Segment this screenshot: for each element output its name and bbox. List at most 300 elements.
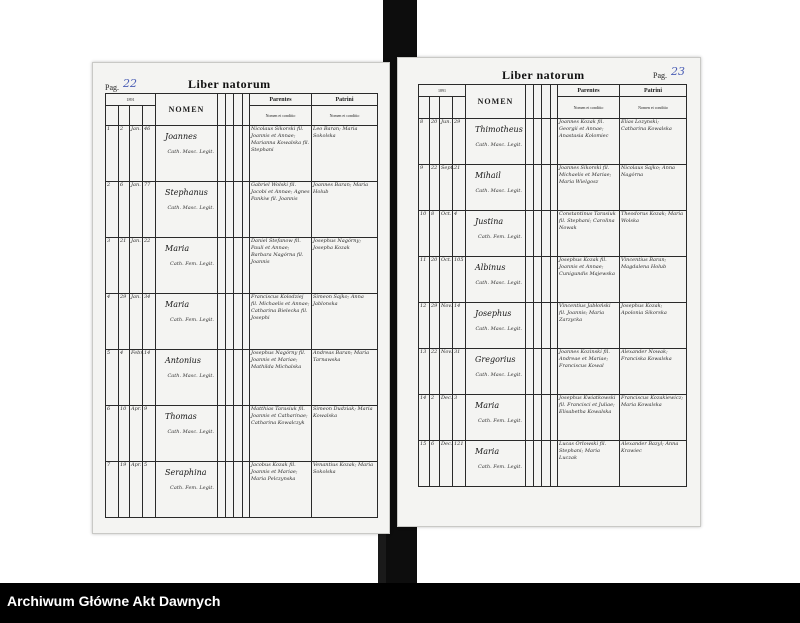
table-row	[106, 462, 378, 518]
page-label: Pag.	[105, 83, 119, 92]
religion-mark	[226, 294, 234, 350]
entry-number	[106, 182, 119, 238]
house-number-text: 77	[144, 182, 151, 188]
legitimacy-mark	[542, 211, 551, 257]
godparents-entry	[620, 211, 687, 257]
toro-mark	[551, 257, 558, 303]
table-row	[419, 303, 687, 349]
entry-number-text: 3	[107, 238, 111, 244]
child-name	[466, 441, 526, 487]
entry-number	[106, 350, 119, 406]
birth-day	[119, 406, 130, 462]
godparents-entry-text: Elias Lozynski; Catharina Kowalska	[621, 119, 672, 132]
house-column-header	[143, 106, 156, 126]
birth-month	[130, 126, 143, 182]
birth-month-text: Apr.	[131, 462, 142, 468]
child-name-text: Maria	[165, 300, 190, 309]
religion-mark	[534, 349, 542, 395]
right-page	[397, 57, 701, 527]
parents-entry-text: Jacobus Kozak fil. Joannis et Mariae; Maria Pelczynska	[251, 462, 298, 482]
entry-number	[419, 257, 430, 303]
birth-day-text: 21	[120, 238, 127, 244]
child-name	[466, 303, 526, 349]
house-number-text: 29	[454, 119, 461, 125]
birth-month	[130, 294, 143, 350]
patrini-header: Patrini	[312, 94, 378, 106]
table-row	[106, 406, 378, 462]
parents-entry	[250, 462, 312, 518]
year-header: 1891	[419, 85, 466, 97]
child-condition: Cath. Fem. Legit.	[170, 317, 214, 323]
child-name-text: Seraphina	[165, 468, 207, 477]
child-condition: Cath. Masc. Legit.	[167, 205, 214, 211]
toro-mark	[243, 406, 250, 462]
birth-month	[440, 441, 453, 487]
register-table	[105, 93, 378, 518]
house-number-text: 22	[144, 238, 151, 244]
entry-number-text: 15	[420, 441, 427, 447]
patrini-subheader: Nomen et conditio	[312, 106, 378, 126]
godparents-entry-text: Josephus Nagórny; Josepha Kozak	[313, 238, 362, 251]
entry-number-text: 7	[107, 462, 111, 468]
parents-entry	[250, 182, 312, 238]
legitimacy-mark	[234, 462, 243, 518]
child-condition: Cath. Masc. Legit.	[167, 429, 214, 435]
godparents-entry-text: Alexander Bazyl; Anna Krawiec	[621, 441, 679, 454]
page-title: Liber natorum	[188, 77, 271, 91]
godparents-entry-text: Alexander Nowak; Franciska Kowalska	[621, 349, 672, 362]
entry-number	[106, 462, 119, 518]
godparents-entry-text: Josephus Kozak; Apolonia Sikorska	[621, 303, 667, 316]
entry-number	[106, 126, 119, 182]
house-number-text: 21	[454, 165, 461, 171]
parents-entry-text: Vincentius Jabłoński fil. Joannis; Maria Zarzycka	[559, 303, 611, 323]
birth-day	[119, 350, 130, 406]
legitimacy-mark	[542, 119, 551, 165]
legitimacy-mark	[542, 257, 551, 303]
toro-mark	[551, 395, 558, 441]
house-number	[453, 395, 466, 441]
godparents-entry	[312, 126, 378, 182]
birth-month	[440, 119, 453, 165]
godparents-entry	[312, 462, 378, 518]
religion-mark	[226, 182, 234, 238]
godparents-entry-text: Simeon Dudziak; Maria Kowalska	[313, 406, 373, 419]
toro-mark	[243, 462, 250, 518]
parents-entry	[558, 395, 620, 441]
parents-entry-text: Matthias Tarasiuk fil. Joannis et Catharinae; Catharina Kowalczyk	[251, 406, 308, 426]
month-column-header	[440, 97, 453, 119]
parents-entry	[558, 119, 620, 165]
child-name-text: Maria	[475, 447, 500, 456]
godparents-entry-text: Vincentius Baran; Magdalena Holub	[621, 257, 667, 270]
child-name-text: Justina	[475, 217, 504, 226]
parents-entry	[558, 303, 620, 349]
child-name-text: Gregorius	[475, 355, 516, 364]
gender-mark	[526, 395, 534, 441]
entry-number-text: 4	[107, 294, 111, 300]
house-number	[143, 294, 156, 350]
child-condition: Cath. Masc. Legit.	[475, 372, 522, 378]
parents-entry	[250, 406, 312, 462]
toro-mark	[243, 126, 250, 182]
child-name-text: Joannes	[165, 132, 197, 141]
entry-number-text: 13	[420, 349, 427, 355]
parents-entry-text: Josephus Nagórny fil. Joannis et Mariae; Mathilda Michalska	[251, 350, 306, 370]
parentes-header: Parentes	[558, 85, 620, 97]
birth-day	[430, 119, 440, 165]
birth-month	[440, 165, 453, 211]
birth-month-text: Febr.	[131, 350, 144, 356]
birth-month-text: Nov.	[441, 303, 453, 309]
table-row	[106, 294, 378, 350]
house-number	[143, 126, 156, 182]
child-name	[466, 119, 526, 165]
gender-mark	[526, 257, 534, 303]
child-name-text: Antonius	[165, 356, 201, 365]
godparents-entry-text: Venantius Kozak; Maria Sokolska	[313, 462, 374, 475]
godparents-entry	[620, 395, 687, 441]
page-number: 23	[671, 65, 685, 78]
parents-entry-text: Gabriel Wolski fil. Jacobi et Annae; Agnes Pankiw fil. Joannis	[251, 182, 310, 202]
entry-number-text: 2	[107, 182, 111, 188]
table-row	[106, 238, 378, 294]
house-number-text: 46	[144, 126, 151, 132]
entry-number	[419, 441, 430, 487]
house-number-text: 9	[144, 406, 148, 412]
birth-month-text: Apr.	[131, 406, 142, 412]
gender-mark	[218, 406, 226, 462]
toro-mark	[243, 238, 250, 294]
entry-number-text: 12	[420, 303, 427, 309]
parents-entry	[250, 238, 312, 294]
child-name-text: Albinus	[475, 263, 506, 272]
birth-day-text: 4	[120, 350, 124, 356]
religion-mark	[534, 441, 542, 487]
child-name-text: Maria	[475, 401, 500, 410]
parents-entry-text: Daniel Stefanow fil. Pauli et Annae; Barbara Nagórna fil. Joannis	[251, 238, 304, 265]
birth-day-text: 19	[120, 462, 127, 468]
godparents-entry	[620, 257, 687, 303]
gender-mark	[526, 119, 534, 165]
godparents-entry-text: Andreas Baran; Maria Tarnawska	[313, 350, 370, 363]
child-name	[156, 406, 218, 462]
house-number	[453, 119, 466, 165]
godparents-entry-text: Simeon Sajko; Anna Jablonska	[313, 294, 364, 307]
birth-month-text: Jun.	[441, 119, 452, 125]
entry-number	[106, 238, 119, 294]
godparents-entry	[620, 349, 687, 395]
gender-mark	[218, 126, 226, 182]
child-name-text: Mihail	[475, 171, 501, 180]
table-row	[106, 126, 378, 182]
child-name-text: Maria	[165, 244, 190, 253]
house-number-text: 14	[144, 350, 151, 356]
child-name	[466, 257, 526, 303]
birth-month	[440, 303, 453, 349]
religion-mark	[534, 257, 542, 303]
religion-column-header	[534, 85, 542, 119]
birth-day	[430, 441, 440, 487]
house-number-text: 31	[454, 349, 461, 355]
entry-number	[106, 294, 119, 350]
parents-entry	[250, 126, 312, 182]
month-column-header	[130, 106, 143, 126]
godparents-entry	[312, 406, 378, 462]
day-column-header	[119, 106, 130, 126]
birth-month	[440, 395, 453, 441]
legitimacy-mark	[234, 350, 243, 406]
house-column-header	[453, 97, 466, 119]
birth-month	[130, 350, 143, 406]
child-name	[466, 395, 526, 441]
godparents-entry	[312, 350, 378, 406]
birth-month	[130, 406, 143, 462]
birth-day-text: 6	[120, 182, 124, 188]
house-number	[143, 406, 156, 462]
religion-mark	[534, 119, 542, 165]
birth-day-text: 2	[431, 395, 435, 401]
parents-entry-text: Nicolaus Sikorski fil. Joannis et Annae; Marianna Kowalska fil. Stephani	[251, 126, 310, 153]
child-name	[156, 238, 218, 294]
child-name	[466, 211, 526, 257]
gender-mark	[218, 182, 226, 238]
religion-mark	[226, 238, 234, 294]
godparents-entry	[312, 294, 378, 350]
parents-entry	[250, 294, 312, 350]
birth-day	[119, 294, 130, 350]
toro-mark	[551, 165, 558, 211]
entry-number-text: 14	[420, 395, 427, 401]
gender-column-header	[218, 94, 226, 126]
house-number	[143, 462, 156, 518]
entry-number	[419, 119, 430, 165]
legitimacy-mark	[234, 238, 243, 294]
legitimacy-mark	[542, 441, 551, 487]
birth-day	[119, 126, 130, 182]
religion-mark	[226, 406, 234, 462]
gender-mark	[526, 349, 534, 395]
house-number	[143, 350, 156, 406]
gender-column-header	[526, 85, 534, 119]
child-condition: Cath. Fem. Legit.	[170, 485, 214, 491]
house-number-text: 14	[454, 303, 461, 309]
house-number	[453, 349, 466, 395]
patrini-subheader: Nomen et conditio	[620, 97, 687, 119]
gender-mark	[526, 165, 534, 211]
parents-entry-text: Josephus Kozak fil. Joannis et Annae; Cunigundis Majewska	[559, 257, 615, 277]
birth-month-text: Jan.	[131, 238, 141, 244]
page-title: Liber natorum	[502, 68, 585, 82]
legitimacy-mark	[234, 294, 243, 350]
legitimacy-mark	[542, 165, 551, 211]
entry-number	[419, 303, 430, 349]
nomen-header: NOMEN	[156, 94, 218, 126]
entry-number	[419, 349, 430, 395]
parents-entry-text: Joannes Kozinski fil. Andreae et Mariae; Franciscus Kowal	[559, 349, 610, 369]
child-name	[156, 182, 218, 238]
birth-month	[440, 349, 453, 395]
birth-month-text: Jan.	[131, 126, 141, 132]
parentes-header: Parentes	[250, 94, 312, 106]
child-condition: Cath. Fem. Legit.	[478, 464, 522, 470]
house-number-text: 105	[454, 257, 464, 263]
entry-number	[419, 395, 430, 441]
left-page	[92, 62, 390, 534]
entry-number	[106, 406, 119, 462]
birth-day	[430, 395, 440, 441]
toro-mark	[551, 441, 558, 487]
table-row	[419, 257, 687, 303]
parents-entry	[558, 257, 620, 303]
child-name	[466, 349, 526, 395]
godparents-entry-text: Theodorus Kozak; Maria Wolska	[621, 211, 684, 224]
child-name-text: Josephus	[475, 309, 512, 318]
religion-mark	[226, 126, 234, 182]
table-row	[419, 211, 687, 257]
legitimacy-column-header	[234, 94, 243, 126]
entry-number-text: 11	[420, 257, 427, 263]
child-condition: Cath. Masc. Legit.	[167, 373, 214, 379]
gender-mark	[218, 462, 226, 518]
birth-day	[430, 165, 440, 211]
birth-month	[440, 257, 453, 303]
house-number	[453, 303, 466, 349]
birth-day-text: 20	[431, 119, 438, 125]
legitimacy-mark	[234, 126, 243, 182]
table-row	[419, 349, 687, 395]
birth-day-text: 6	[431, 441, 435, 447]
toro-mark	[551, 119, 558, 165]
house-number	[453, 441, 466, 487]
religion-mark	[226, 350, 234, 406]
birth-day	[119, 182, 130, 238]
godparents-entry-text: Franciscus Kozakiewicz; Maria Kowalska	[621, 395, 684, 408]
gender-mark	[218, 294, 226, 350]
birth-month-text: Dec.	[441, 395, 453, 401]
house-number-text: 34	[144, 294, 151, 300]
child-name-text: Thimotheus	[475, 125, 523, 134]
parents-entry	[558, 211, 620, 257]
birth-month-text: Oct.	[441, 257, 452, 263]
religion-mark	[226, 462, 234, 518]
godparents-entry-text: Nicolaus Sajko; Anna Nagórna	[621, 165, 676, 178]
register-table	[418, 84, 687, 487]
house-number-text: 4	[454, 211, 458, 217]
child-condition: Cath. Fem. Legit.	[170, 261, 214, 267]
parents-entry	[558, 165, 620, 211]
patrini-header: Patrini	[620, 85, 687, 97]
gender-mark	[526, 211, 534, 257]
godparents-entry-text: Leo Baran; Maria Sokolska	[313, 126, 358, 139]
birth-month-text: Jan.	[131, 294, 141, 300]
legitimacy-mark	[542, 349, 551, 395]
parents-entry-text: Joannes Kozak fil. Georgii et Annae; Anastasia Kolomiec	[559, 119, 609, 139]
godparents-entry	[620, 303, 687, 349]
house-number	[143, 238, 156, 294]
table-row	[106, 350, 378, 406]
birth-month	[130, 238, 143, 294]
child-condition: Cath. Masc. Legit.	[475, 326, 522, 332]
birth-day-text: 22	[431, 349, 438, 355]
page-number: 22	[123, 77, 137, 90]
parents-entry-text: Joannes Sikorski fil. Michaelis et Mariae; Maria Wielgosz	[559, 165, 612, 185]
archive-footer-bar	[0, 583, 800, 623]
birth-day-text: 8	[431, 211, 435, 217]
toro-mark	[551, 349, 558, 395]
table-row	[419, 119, 687, 165]
house-number	[453, 211, 466, 257]
birth-day	[430, 303, 440, 349]
child-name	[156, 350, 218, 406]
birth-day-text: 2	[120, 126, 124, 132]
parents-entry	[250, 350, 312, 406]
house-number	[453, 165, 466, 211]
parents-entry-text: Constantinus Tarasiuk fil. Stephani; Carolina Nowak	[559, 211, 616, 231]
toro-column-header	[243, 94, 250, 126]
year-header: 1891	[106, 94, 156, 106]
child-condition: Cath. Masc. Legit.	[475, 280, 522, 286]
entry-number-text: 8	[420, 119, 424, 125]
birth-day-text: 29	[431, 303, 438, 309]
child-name	[466, 165, 526, 211]
gender-mark	[526, 303, 534, 349]
godparents-entry	[312, 238, 378, 294]
child-condition: Cath. Fem. Legit.	[478, 418, 522, 424]
birth-month-text: Sept.	[441, 165, 455, 171]
birth-month	[130, 462, 143, 518]
parents-entry-text: Franciscus Kolodziej fil. Michaelis et Annae; Catharina Bielecka fil. Josephi	[251, 294, 310, 321]
birth-day	[430, 257, 440, 303]
house-number	[453, 257, 466, 303]
house-number	[143, 182, 156, 238]
parentes-subheader: Nomen et conditio	[250, 106, 312, 126]
birth-day	[430, 211, 440, 257]
child-condition: Cath. Masc. Legit.	[475, 142, 522, 148]
archive-name: Archiwum Główne Akt Dawnych	[7, 593, 221, 609]
gender-mark	[526, 441, 534, 487]
entry-number-text: 9	[420, 165, 424, 171]
entry-number	[419, 165, 430, 211]
birth-day	[430, 349, 440, 395]
religion-mark	[534, 395, 542, 441]
birth-month	[440, 211, 453, 257]
toro-column-header	[551, 85, 558, 119]
legitimacy-mark	[234, 182, 243, 238]
page-label: Pag.	[653, 71, 667, 80]
toro-mark	[243, 350, 250, 406]
gender-mark	[218, 350, 226, 406]
entry-number-text: 10	[420, 211, 427, 217]
religion-mark	[534, 165, 542, 211]
child-name	[156, 294, 218, 350]
toro-mark	[243, 182, 250, 238]
entry-number-text: 1	[107, 126, 111, 132]
parents-entry	[558, 349, 620, 395]
child-name	[156, 462, 218, 518]
toro-mark	[551, 211, 558, 257]
birth-day-text: 10	[120, 406, 127, 412]
legitimacy-mark	[542, 303, 551, 349]
birth-day	[119, 238, 130, 294]
entry-number	[419, 211, 430, 257]
legitimacy-mark	[234, 406, 243, 462]
religion-mark	[534, 211, 542, 257]
gender-mark	[218, 238, 226, 294]
table-row	[419, 441, 687, 487]
entry-number-text: 6	[107, 406, 111, 412]
child-name-text: Thomas	[165, 412, 197, 421]
